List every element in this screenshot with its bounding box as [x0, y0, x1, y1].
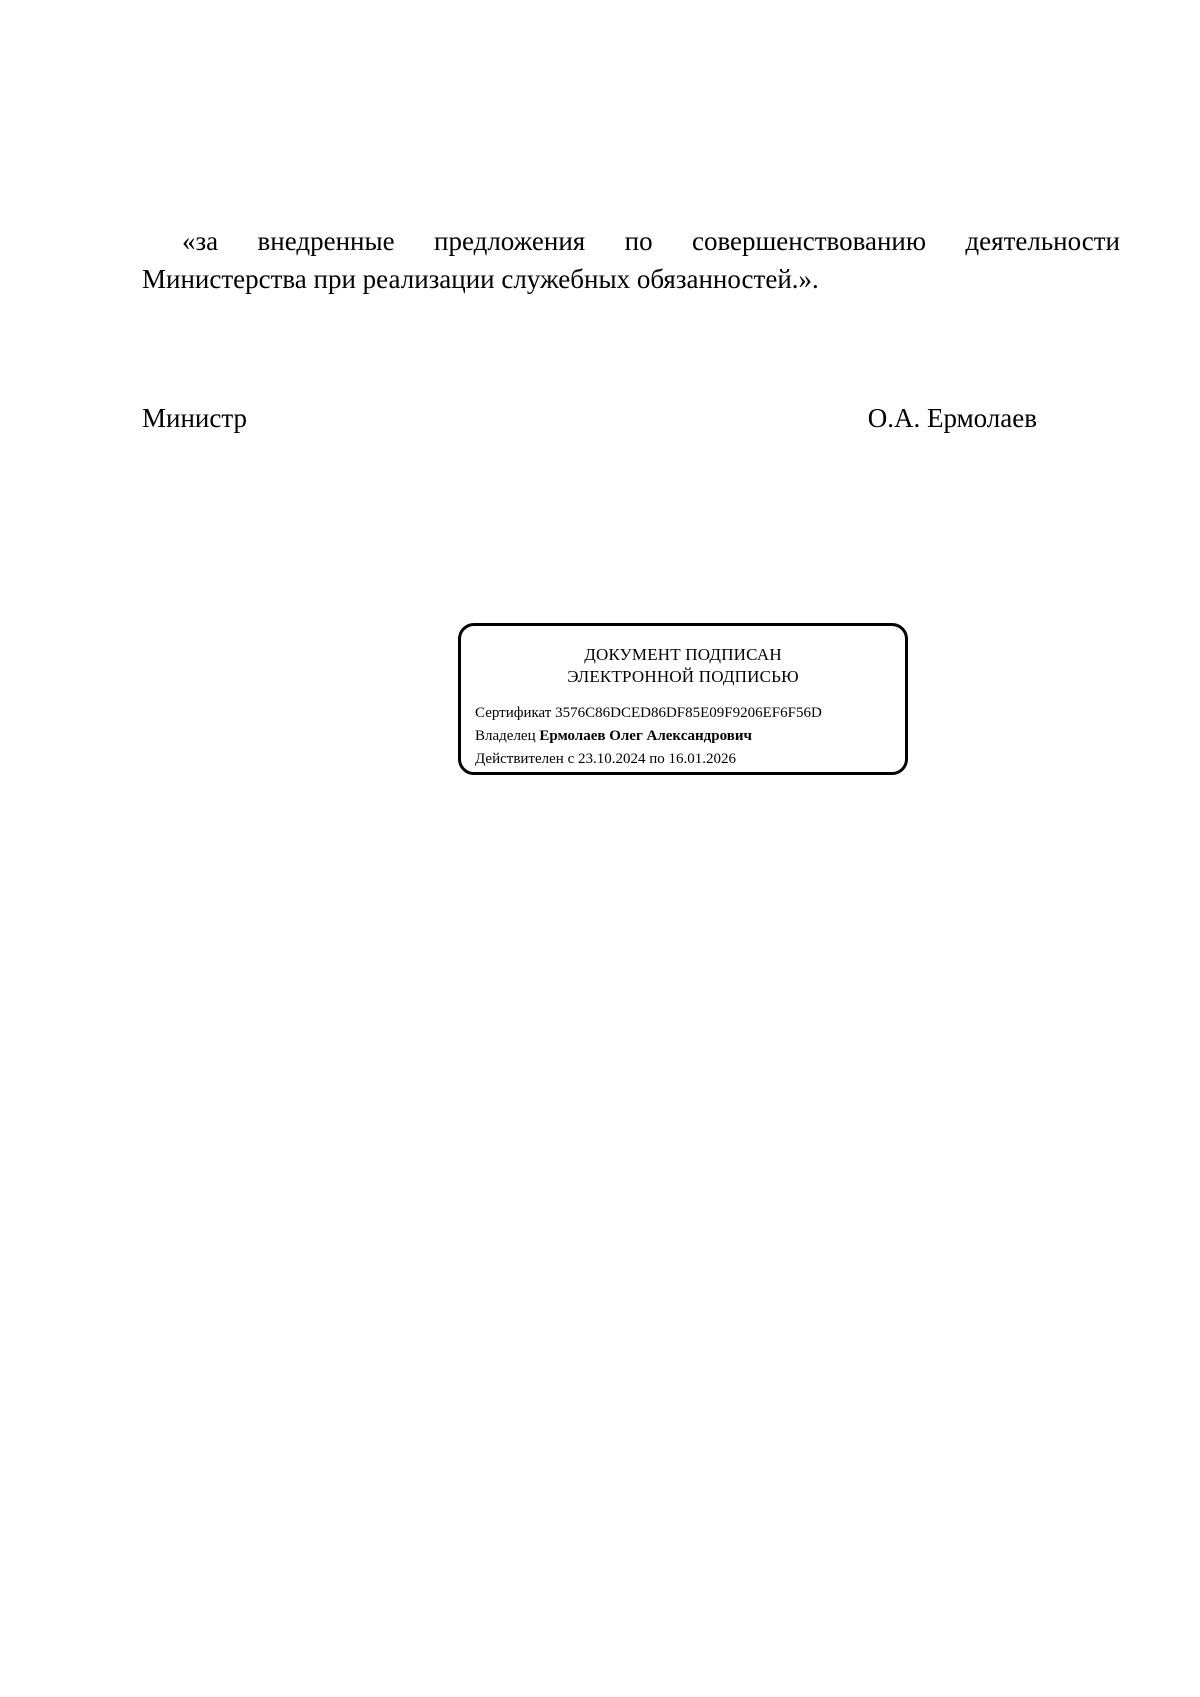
valid-to: 16.01.2026 [668, 751, 737, 767]
owner-value: Ермолаев Олег Александрович [539, 728, 752, 744]
signatory-name: О.А. Ермолаев [867, 403, 1037, 433]
valid-label: Действителен [475, 751, 564, 767]
valid-from-label: с [567, 751, 575, 767]
stamp-owner-row [475, 725, 891, 748]
certificate-value: 3576C86DCED86DF85E09F9206EF6F56D [555, 705, 822, 721]
valid-to-label: по [649, 751, 665, 767]
stamp-details [475, 702, 891, 771]
body-paragraph: «за внедренные предложения по совершенствованию деятельности Министерства при реализации служебных обязанностей.». [142, 226, 1120, 294]
owner-label: Владелец [475, 728, 536, 744]
signatory-position: Министр [142, 403, 247, 433]
certificate-label: Сертификат [475, 705, 552, 721]
stamp-title-line1: ДОКУМЕНТ ПОДПИСАН [584, 645, 782, 664]
stamp-validity-row [475, 748, 891, 771]
stamp-title-line2: ЭЛЕКТРОННОЙ ПОДПИСЬЮ [567, 667, 799, 686]
signature-line [142, 400, 1037, 436]
valid-from: 23.10.2024 [577, 751, 646, 767]
electronic-signature-stamp [458, 623, 908, 775]
stamp-certificate-row [475, 702, 891, 725]
